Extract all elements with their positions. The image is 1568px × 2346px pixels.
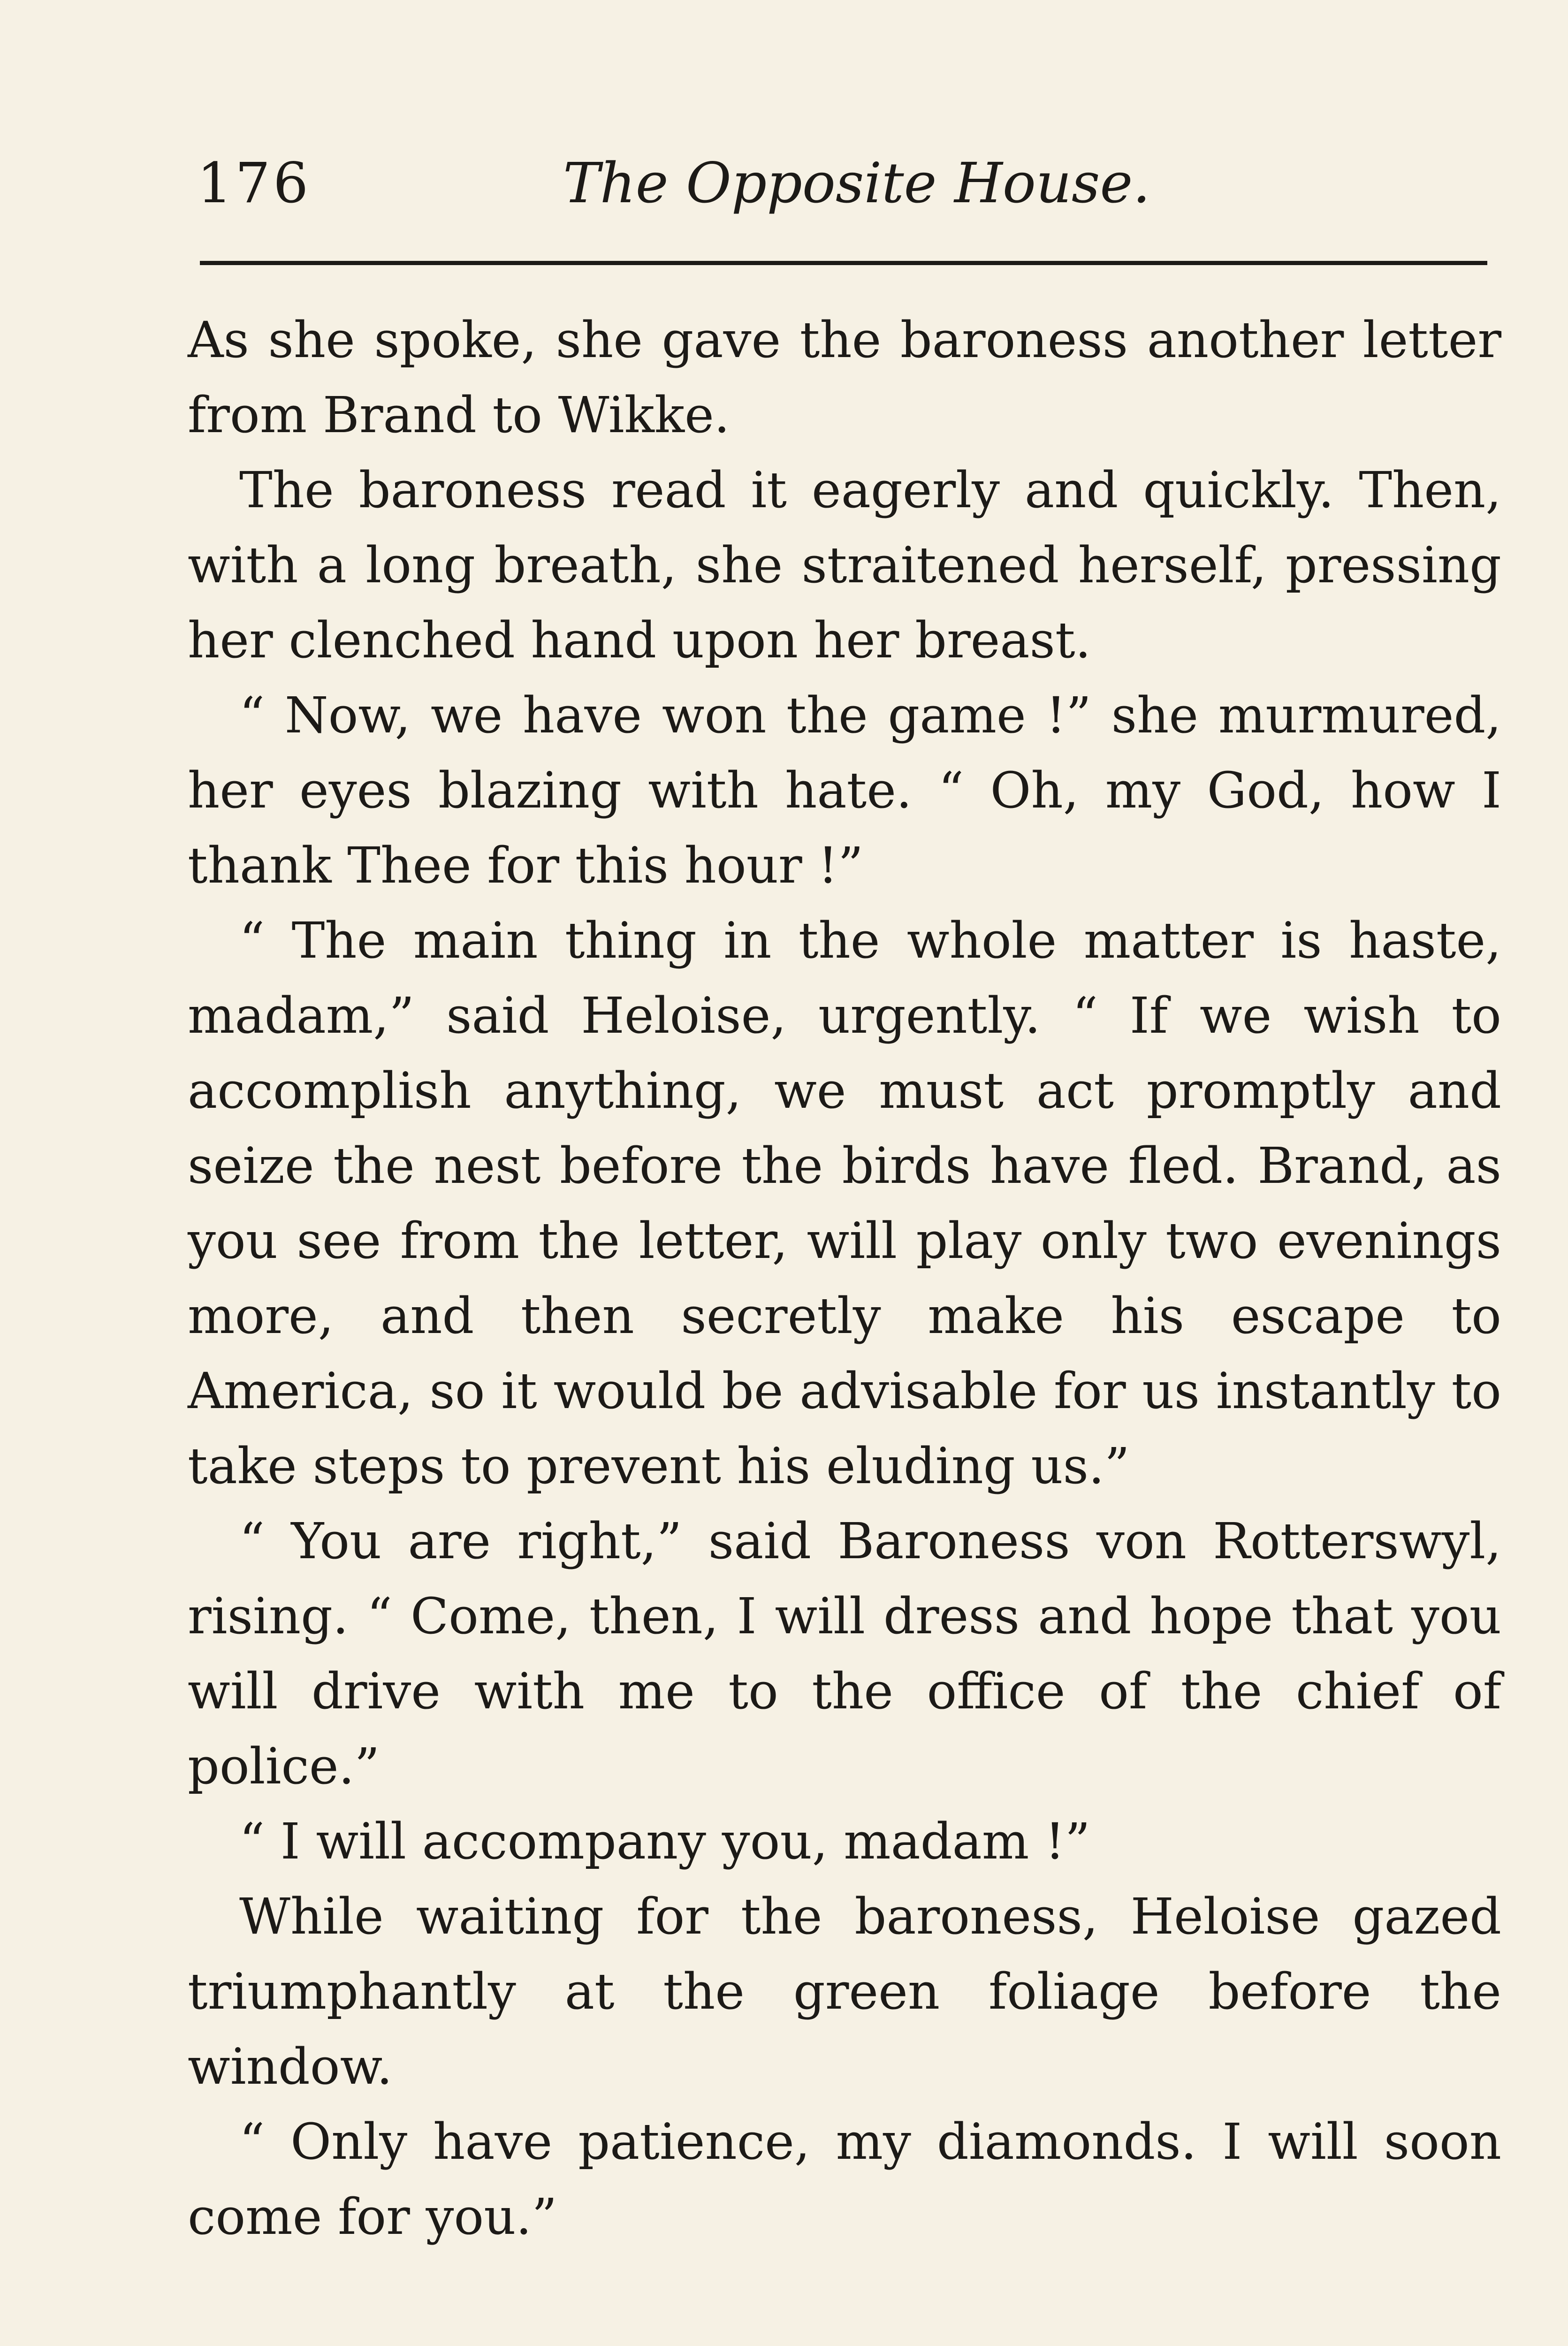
body-text xyxy=(188,303,1501,2255)
header-rule xyxy=(200,261,1487,265)
paragraph: The baroness read it eagerly and quickly. Then, with a long breath, she straitened herself, pressing her clenched hand upon her breast. xyxy=(188,461,1501,669)
running-title: The Opposite House. xyxy=(563,151,1150,215)
paragraph: As she spoke, she gave the baroness another letter from Brand to Wikke. xyxy=(188,311,1501,444)
running-head xyxy=(197,145,1492,221)
paragraph: “ Only have patience, my diamonds. I will soon come for you.” xyxy=(188,2113,1501,2246)
paragraph: “ You are right,” said Baroness von Rotterswyl, rising. “ Come, then, I will dress and hope that you will drive with me to the office of the chief of police.” xyxy=(188,1512,1501,1795)
paragraph: “ Now, we have won the game !” she murmured, her eyes blazing with hate. “ Oh, my God, how I thank Thee for this hour !” xyxy=(188,686,1501,894)
paragraph: “ The main thing in the whole matter is haste, madam,” said Heloise, urgently. “ If we wish to accomplish anything, we must act promptly and seize the nest before the birds have fled. Brand, as you see from the letter, will play only two evenings more, and then secretly make his escape to America, so it would be advisable for us instantly to take steps to prevent his eluding us.” xyxy=(188,912,1501,1495)
page-number: 176 xyxy=(197,151,312,215)
paragraph: “ I will accompany you, madam !” xyxy=(239,1813,1090,1870)
paragraph: While waiting for the baroness, Heloise gazed triumphantly at the green foliage before the window. xyxy=(188,1888,1501,2095)
